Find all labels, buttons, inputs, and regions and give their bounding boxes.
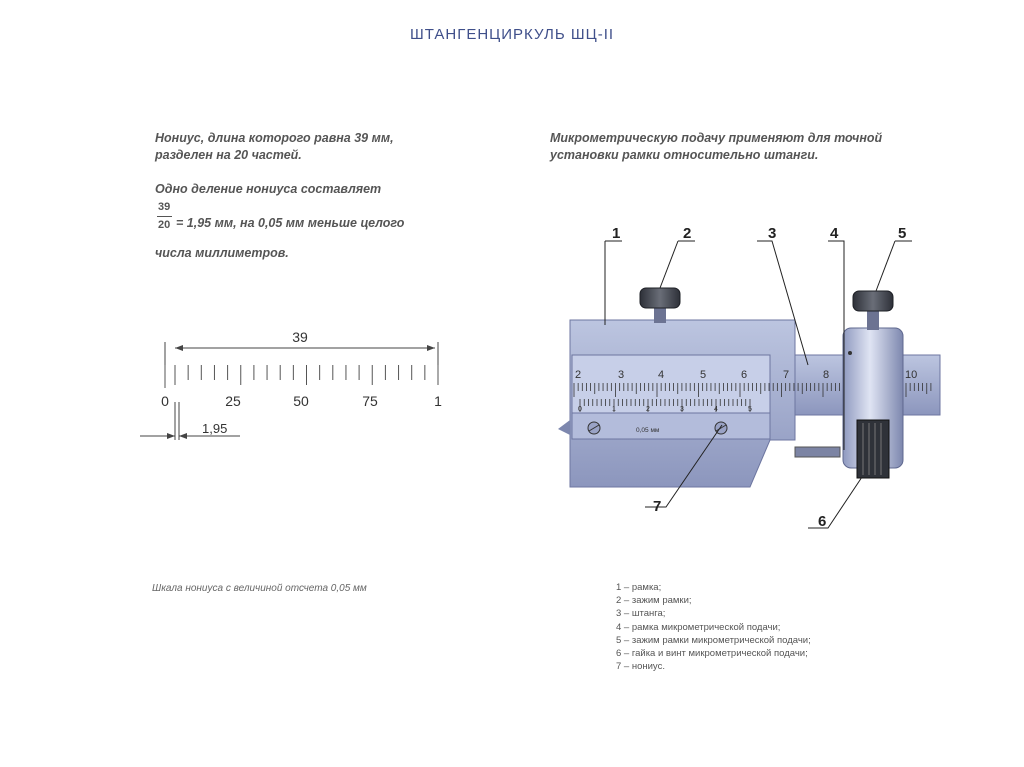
micrometer-text-line-1: Микрометрическую подачу применяют для точной [550,131,883,145]
frame-clamp-knob [640,288,680,308]
legend-item: 4 – рамка микрометрической подачи; [616,621,781,633]
page-title: ШТАНГЕНЦИРКУЛЬ ШЦ-II [409,26,615,43]
vernier-text-line-1: Нониус, длина которого равна 39 мм, [155,131,394,145]
vernier-number-0: 0 [578,406,582,413]
callout-7: 7 [653,498,662,515]
legend-item: 1 – рамка; [616,582,662,593]
main-scale-number-8: 8 [823,369,830,381]
main-scale-number-3: 3 [618,369,625,381]
vernier-ticks [165,365,438,388]
vernier-text-line-3: Одно деление нониуса составляет [155,182,382,196]
legend-item: 7 – нониус. [616,661,665,673]
vernier-plate [572,413,770,439]
micrometer-description [550,130,970,164]
vernier-caption: Шкала нониуса с величиной отсчета 0,05 мм [152,583,367,594]
micrometer-clamp-knob [853,291,893,311]
legend-item: 3 – штанга; [616,608,666,620]
callout-2: 2 [683,225,692,242]
fraction-numerator: 39 [158,201,171,213]
feed-screw-rod [795,447,840,457]
dimension-arrow-left [175,345,183,351]
micrometer-clamp-stem [867,310,879,330]
main-scale-number-6: 6 [741,369,748,381]
vernier-description [155,130,485,164]
main-scale-number-7: 7 [783,369,790,381]
scale-label-0: 0 [161,393,169,409]
micrometer-text-line-2: установки рамки относительно штанги. [550,148,819,162]
legend-item: 2 – зажим рамки; [616,595,692,607]
fraction-bar [157,216,172,217]
scale-label-25: 25 [225,393,241,409]
legend-item: 5 – зажим рамки микрометрической подачи; [616,634,811,646]
dimension-label: 39 [292,329,308,345]
fraction-denominator: 20 [158,219,171,231]
vernier-number-5: 5 [748,406,752,413]
vernier-number-1: 1 [612,406,616,413]
callout-5: 5 [898,225,907,242]
main-scale-number-10: 10 [905,369,918,381]
vernier-label: 0,05 мм [636,427,660,434]
legend-item: 6 – гайка и винт микрометрической подачи; [616,648,808,660]
division-arrow-left [167,433,175,439]
scale-label-50: 50 [293,393,309,409]
micrometer-nut [857,420,889,478]
callout-1: 1 [612,225,621,242]
callout-6: 6 [818,513,827,530]
main-scale-number-4: 4 [658,369,665,381]
vernier-number-4: 4 [714,406,718,413]
jaw-tip [558,420,570,435]
division-label: 1,95 [202,421,228,436]
dimension-arrow-right [427,345,435,351]
frame-pin [848,351,852,355]
scale-label-1: 1 [434,393,442,409]
callout-4: 4 [830,225,839,242]
callout-3: 3 [768,225,777,242]
vernier-text-line-2: разделен на 20 частей. [155,148,302,162]
main-scale-number-2: 2 [575,369,582,381]
vernier-text-line-5: числа миллиметров. [155,246,289,260]
vernier-scale-diagram [130,320,460,450]
vernier-number-3: 3 [680,406,684,413]
parts-legend [616,581,811,673]
vernier-number-2: 2 [646,406,650,413]
caliper-illustration [550,215,950,545]
main-scale-number-5: 5 [700,369,707,381]
vernier-text-line-4: = 1,95 мм, на 0,05 мм меньше целого [176,216,405,230]
division-arrow-right [179,433,187,439]
scale-label-75: 75 [362,393,378,409]
